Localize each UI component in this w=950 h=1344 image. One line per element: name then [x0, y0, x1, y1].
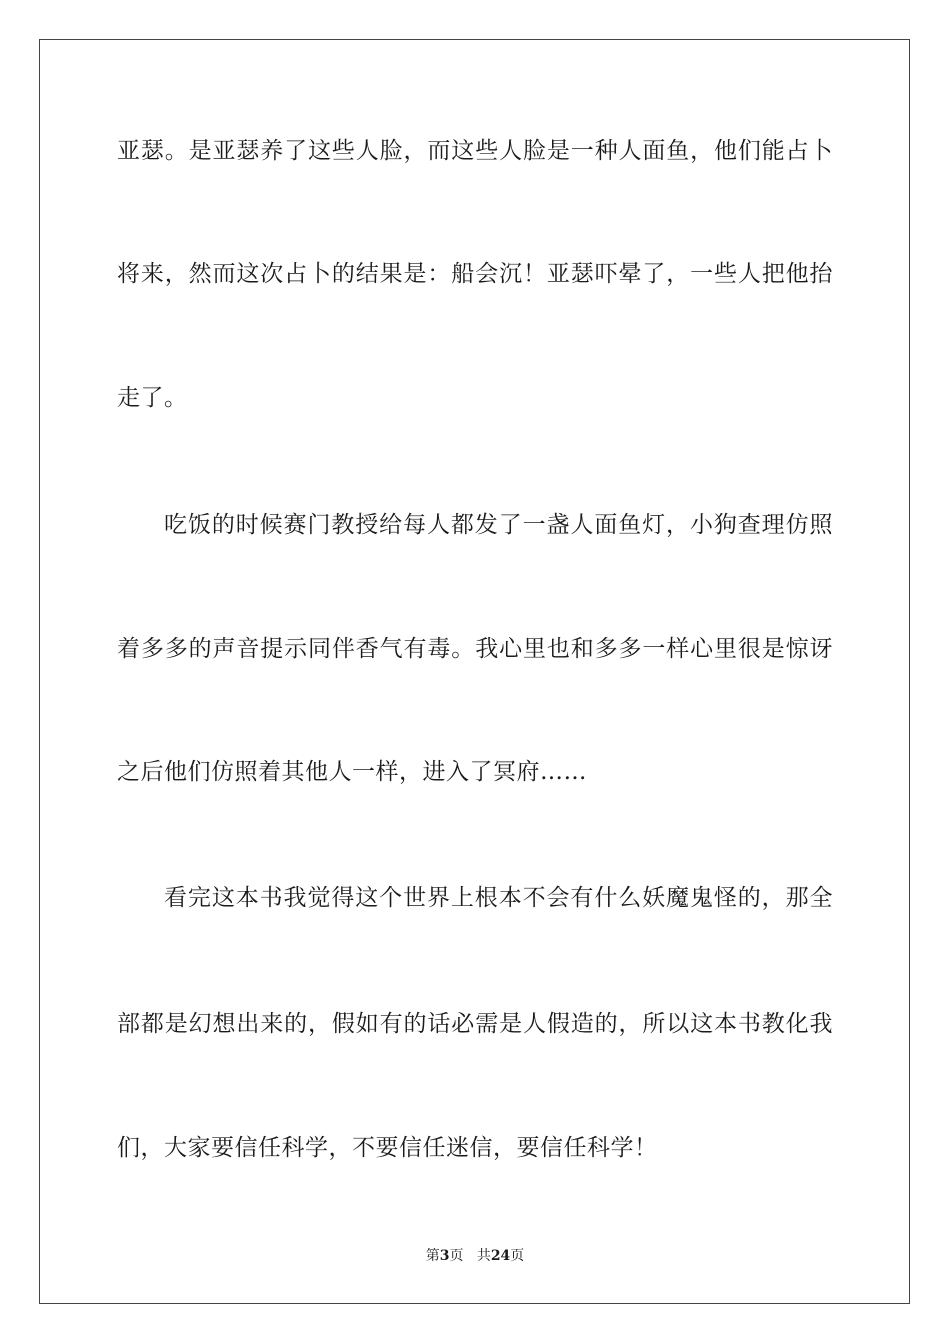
- current-page-number: 3: [439, 1248, 450, 1264]
- page-border: [39, 39, 910, 1304]
- text-line: 走了。: [117, 385, 188, 411]
- text-line: 之后他们仿照着其他人一样，进入了冥府……: [117, 759, 587, 785]
- footer-prefix: 第: [425, 1248, 440, 1264]
- footer-total-suffix: 页: [510, 1248, 525, 1264]
- text-line: 亚瑟。是亚瑟养了这些人脸，而这些人脸是一种人面鱼，他们能占卜: [117, 138, 833, 164]
- text-line: 吃饭的时候赛门教授给每人都发了一盏人面鱼灯，小狗查理仿照: [164, 512, 833, 538]
- page-footer: [0, 1247, 950, 1265]
- text-line: 着多多的声音提示同伴香气有毒。我心里也和多多一样心里很是惊讶: [117, 636, 833, 662]
- text-line: 看完这本书我觉得这个世界上根本不会有什么妖魔鬼怪的，那全: [164, 885, 833, 911]
- footer-total-prefix: 共: [476, 1248, 491, 1264]
- total-pages-number: 24: [490, 1248, 511, 1264]
- text-line: 将来，然而这次占卜的结果是：船会沉！亚瑟吓晕了，一些人把他抬: [117, 261, 833, 287]
- text-line: 们，大家要信任科学，不要信任迷信，要信任科学！: [117, 1135, 658, 1161]
- footer-page-suffix: 页: [449, 1248, 464, 1264]
- text-line: 部都是幻想出来的，假如有的话必需是人假造的，所以这本书教化我: [117, 1011, 833, 1037]
